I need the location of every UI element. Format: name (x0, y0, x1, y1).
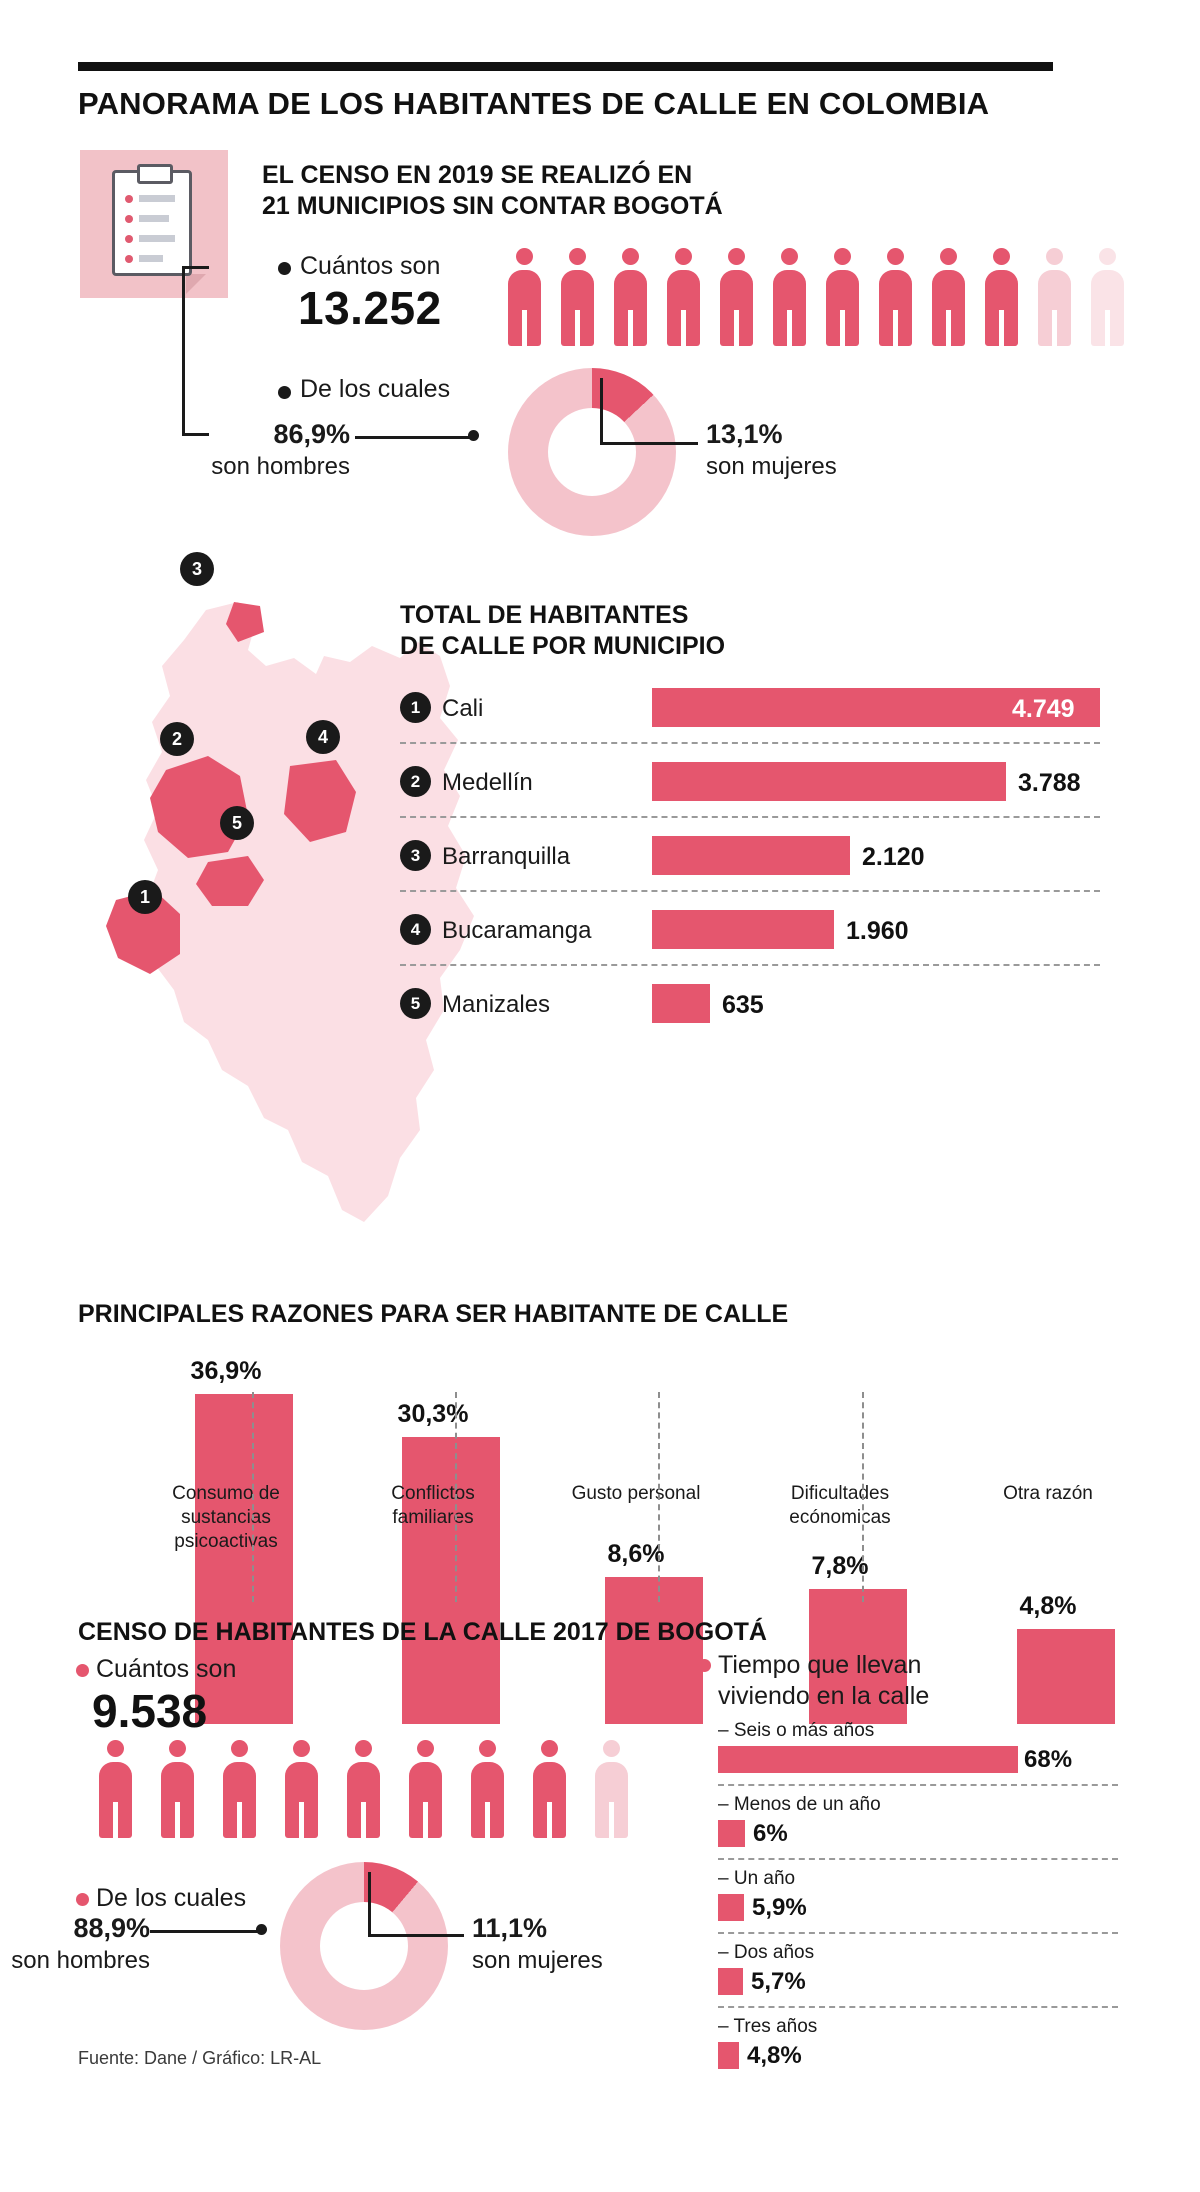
table-row (400, 678, 1100, 740)
source-credit: Fuente: Dane / Gráfico: LR-AL (78, 2048, 322, 2068)
razon-label-line: ecónomicas (789, 1506, 891, 1528)
bogota-title: CENSO DE HABITANTES DE LA CALLE 2017 DE BOGOTÁ (78, 1618, 767, 1646)
municipio-name: Barranquilla (442, 843, 571, 870)
person-icon (344, 1740, 382, 1838)
razon-label (338, 1482, 528, 1530)
razon-divider (455, 1392, 457, 1602)
clipboard-bullet-dot (125, 215, 133, 223)
bullet-dot (698, 1659, 711, 1672)
bullet-dot (76, 1893, 89, 1906)
bogota-ofwhich-label: De los cuales (96, 1884, 247, 1912)
map-marker-3[interactable]: 3 (180, 552, 214, 586)
time-value: 6% (753, 1820, 788, 1847)
census-2019-count-label: Cuántos son (300, 252, 441, 280)
municipios-title-line1: TOTAL DE HABITANTES (400, 601, 689, 629)
person-icon (770, 248, 808, 346)
leader-dot (468, 430, 479, 441)
municipio-name: Cali (442, 695, 484, 722)
clipboard-line (139, 255, 163, 262)
men-stat-bogota (0, 1912, 150, 1976)
municipio-name: Bucaramanga (442, 917, 592, 944)
razones-title: PRINCIPALES RAZONES PARA SER HABITANTE DE CALLE (78, 1300, 789, 1328)
map-marker-1[interactable]: 1 (128, 880, 162, 914)
municipio-value: 3.788 (1018, 769, 1081, 797)
time-label: – Un año (718, 1868, 796, 1889)
time-bar (718, 1820, 745, 1847)
leader-line (600, 442, 698, 445)
razon-divider (252, 1392, 254, 1602)
time-bar (718, 1968, 743, 1995)
municipios-title-line2: DE CALLE POR MUNICIPIO (400, 631, 726, 660)
leader-line (150, 1930, 262, 1933)
divider (718, 1784, 1118, 1786)
table-row (400, 974, 1100, 1036)
person-icon (611, 248, 649, 346)
person-icon (406, 1740, 444, 1838)
census-2019-title-line1: EL CENSO EN 2019 SE REALIZÓ EN (262, 161, 693, 189)
clipboard-icon (112, 170, 192, 276)
person-icon (158, 1740, 196, 1838)
razon-pct: 4,8% (1019, 1592, 1077, 1620)
bullet-dot (278, 262, 291, 275)
pictogram-census-2019 (505, 248, 1125, 348)
bogota-count-value: 9.538 (92, 1685, 208, 1737)
municipio-value: 4.749 (1012, 695, 1075, 723)
razon-pct: 7,8% (811, 1552, 869, 1580)
municipio-name: Manizales (442, 991, 551, 1018)
map-marker-4[interactable]: 4 (306, 720, 340, 754)
divider (718, 1858, 1118, 1860)
leader-dot (256, 1924, 267, 1935)
time-label: – Seis o más años (718, 1720, 875, 1741)
leader-line (600, 378, 603, 444)
razon-bar (1017, 1629, 1115, 1724)
divider (400, 964, 1100, 966)
top-rule (78, 62, 1053, 71)
rank-badge: 1 (400, 692, 431, 723)
clipboard-bullet-dot (125, 255, 133, 263)
divider (718, 1932, 1118, 1934)
razon-divider (862, 1392, 864, 1602)
person-icon (664, 248, 702, 346)
pictogram-bogota (96, 1740, 666, 1840)
clipboard-line (139, 235, 175, 242)
razon-label-line: Dificultades (790, 1483, 890, 1504)
razon-label-line: Otra razón (1003, 1483, 1093, 1504)
razon-pct: 30,3% (397, 1400, 469, 1428)
men-label-bogota: son hombres (11, 1946, 150, 1974)
time-value: 68% (1024, 1746, 1073, 1773)
donut-chart (508, 368, 676, 536)
municipios-title (400, 600, 725, 661)
razon-label (953, 1482, 1143, 1506)
razon-pct: 36,9% (190, 1357, 262, 1385)
table-row (400, 752, 1100, 814)
census-2019-title (262, 160, 723, 221)
time-label: – Tres años (718, 2016, 818, 2037)
map-marker-5[interactable]: 5 (220, 806, 254, 840)
razon-bar (605, 1577, 703, 1724)
table-row (400, 826, 1100, 888)
razon-label (131, 1482, 321, 1553)
bullet-dot (278, 386, 291, 399)
donut-hole (320, 1902, 408, 1990)
person-icon (823, 248, 861, 346)
bullet-dot (76, 1664, 89, 1677)
time-bar (718, 1746, 1018, 1773)
municipio-bar (652, 836, 850, 875)
rank-badge: 5 (400, 988, 431, 1019)
divider (400, 816, 1100, 818)
time-bar (718, 2042, 739, 2069)
person-icon (530, 1740, 568, 1838)
donut-hole (548, 408, 636, 496)
municipio-value: 1.960 (846, 917, 909, 945)
leader-line (368, 1934, 464, 1937)
razon-label-line: Conflictos (391, 1483, 475, 1504)
divider (400, 742, 1100, 744)
razon-label-line: familiares (392, 1506, 474, 1528)
page-title: PANORAMA DE LOS HABITANTES DE CALLE EN COLOMBIA (78, 86, 990, 121)
census-2019-ofwhich-label: De los cuales (300, 375, 451, 403)
person-icon (468, 1740, 506, 1838)
time-title-line2: viviendo en la calle (718, 1681, 930, 1710)
census-2019-count-value: 13.252 (298, 282, 442, 334)
razon-label-line: Gusto personal (571, 1483, 701, 1504)
map-marker-2[interactable]: 2 (160, 722, 194, 756)
razon-pct: 8,6% (607, 1540, 665, 1568)
person-icon (982, 248, 1020, 346)
divider (400, 890, 1100, 892)
time-label: – Dos años (718, 1942, 815, 1963)
time-value: 5,9% (752, 1894, 807, 1921)
rank-badge: 3 (400, 840, 431, 871)
person-icon (717, 248, 755, 346)
gender-donut-bogota (280, 1862, 448, 2030)
time-value: 5,7% (751, 1968, 806, 1995)
person-icon (96, 1740, 134, 1838)
person-icon-partial (592, 1740, 630, 1838)
municipio-value: 635 (722, 991, 764, 1019)
donut-chart (280, 1862, 448, 2030)
gender-donut-2019 (508, 368, 676, 536)
clipboard-line (139, 215, 169, 222)
time-title-line1: Tiempo que llevan (718, 1651, 922, 1679)
rank-badge: 4 (400, 914, 431, 945)
rank-badge: 2 (400, 766, 431, 797)
women-pct-2019: 13,1% (706, 419, 783, 449)
person-icon (558, 248, 596, 346)
men-pct-bogota: 88,9% (73, 1913, 150, 1943)
women-stat-2019 (706, 418, 837, 482)
razon-label-line: Consumo de (172, 1483, 280, 1504)
divider (718, 2006, 1118, 2008)
clipboard-bullet-dot (125, 195, 133, 203)
time-label: – Menos de un año (718, 1794, 881, 1815)
men-pct-2019: 86,9% (273, 419, 350, 449)
person-icon (220, 1740, 258, 1838)
municipio-bar (652, 762, 1006, 801)
clipboard-clip (137, 164, 173, 184)
municipio-value: 2.120 (862, 843, 925, 871)
razon-label-line: sustancias (181, 1506, 271, 1528)
men-label-2019: son hombres (211, 452, 350, 480)
person-icon (876, 248, 914, 346)
women-label-2019: son mujeres (706, 452, 837, 480)
person-icon (282, 1740, 320, 1838)
census-2019-title-line2: 21 MUNICIPIOS SIN CONTAR BOGOTÁ (262, 191, 723, 220)
time-bar (718, 1894, 744, 1921)
razon-label-line: psicoactivas (174, 1530, 278, 1552)
clipboard-bullet-dot (125, 235, 133, 243)
person-icon (929, 248, 967, 346)
razon-divider (658, 1392, 660, 1602)
time-value: 4,8% (747, 2042, 802, 2069)
women-label-bogota: son mujeres (472, 1946, 603, 1974)
person-icon-empty (1088, 248, 1126, 346)
bogota-count-label: Cuántos son (96, 1655, 237, 1683)
person-icon-partial (1035, 248, 1073, 346)
razon-bar (402, 1437, 500, 1724)
person-icon (505, 248, 543, 346)
men-stat-2019 (180, 418, 350, 482)
women-stat-bogota (472, 1912, 603, 1976)
time-title (718, 1650, 929, 1711)
table-row (400, 900, 1100, 962)
leader-line (355, 436, 473, 439)
bracket-connector (182, 266, 209, 436)
razon-label (541, 1482, 731, 1506)
women-pct-bogota: 11,1% (472, 1913, 548, 1943)
municipio-name: Medellín (442, 769, 533, 796)
municipio-bar (652, 984, 710, 1023)
municipio-bar (652, 910, 834, 949)
razon-label (745, 1482, 935, 1530)
clipboard-line (139, 195, 175, 202)
leader-line (368, 1872, 371, 1936)
